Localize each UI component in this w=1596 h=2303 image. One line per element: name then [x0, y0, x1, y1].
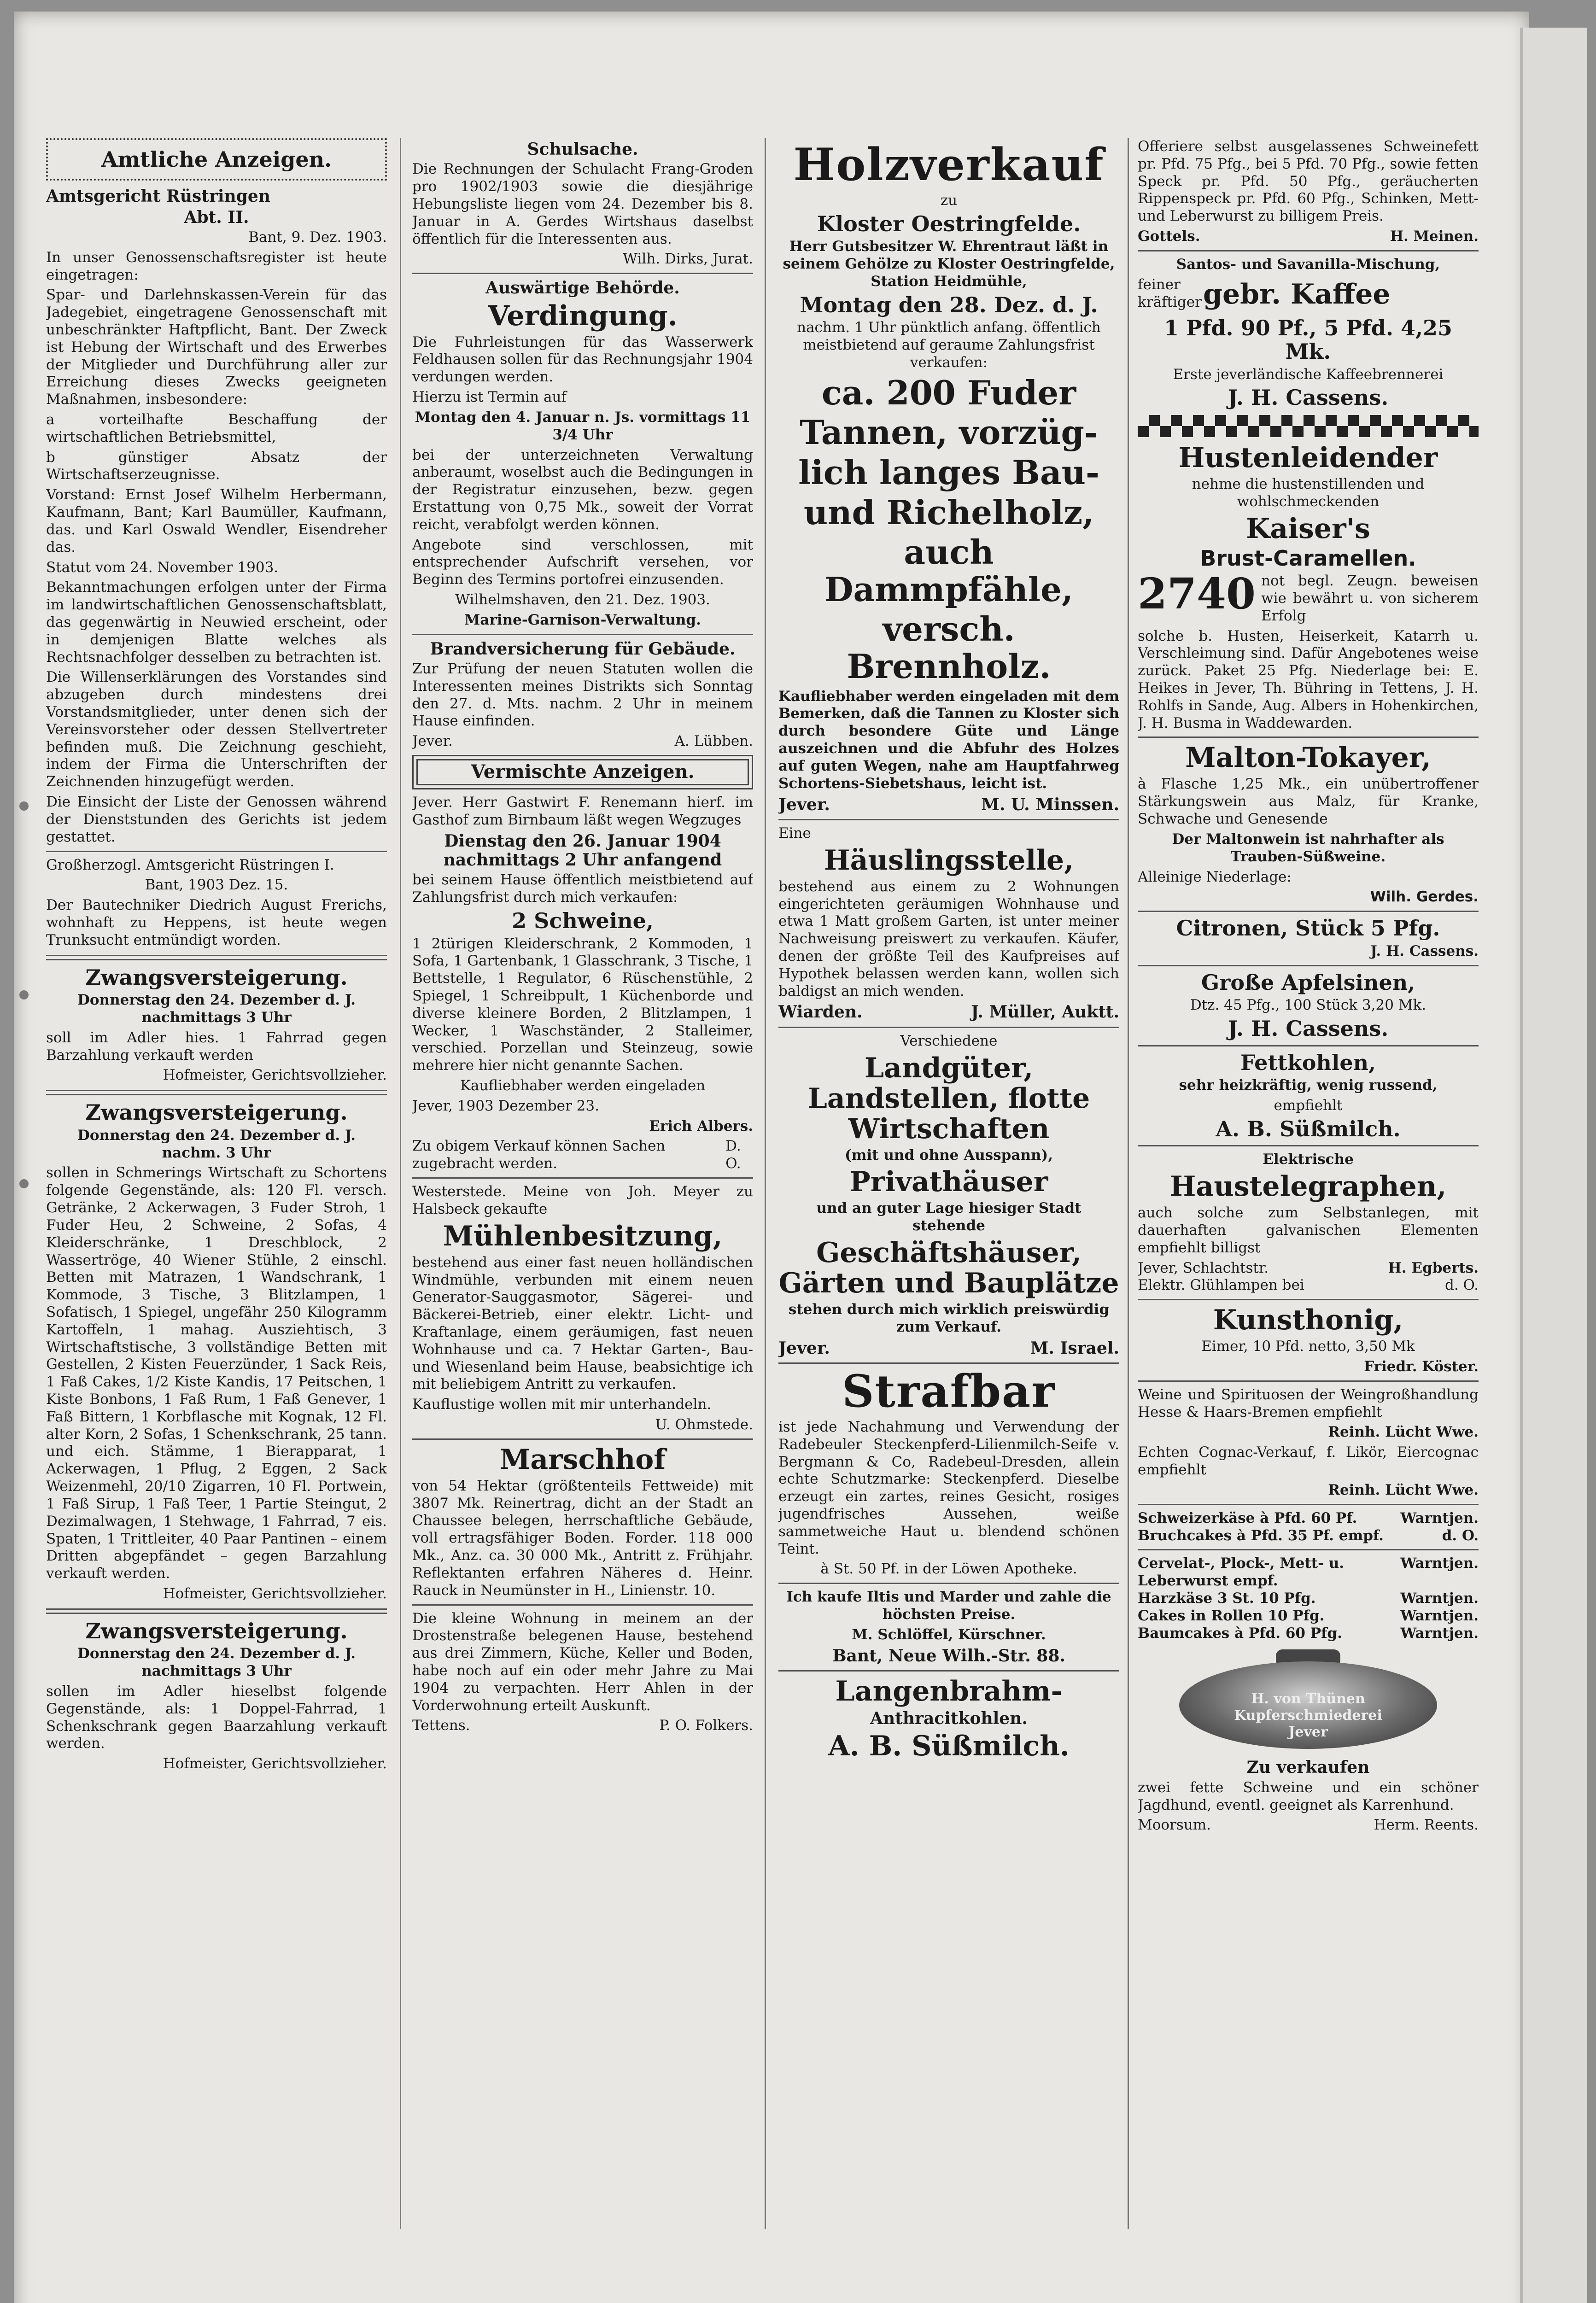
pork-place: Gottels. [1138, 228, 1200, 245]
auction-text: sollen in Schmerings Wirtschaft zu Schortens folgende Gegenstände, als: 120 Fl. versch. Getränke, 2 Ackerwagen, 3 Fuder Stroh, 1 Fuder Heu, 2 Schweine, 2 Sofas, 4 Kleiderschränke, 1 Dreschblock, 2 Wassertröge, 40 Wiener Stühle, 2 einschl. Betten mit Matrazen, 1 Wandschrank, 1 Kommode, 3 Tische, 3 Blitzlampen, 1 Sofatisch, 1 Spiegel, ungefähr 250 Kilogramm Kartoffeln, 1 mahag. Ausziehtisch, 3 Wirtschaftstische, 3 vollständige Betten mit Gestellen, 2 Kisten Feuerzünder, 1 Sack Reis, 1 Faß Cakes, 1/2 Kiste Kandis, 17 Peitschen, 1 Kiste Bonbons, 1 Faß Rum, 1 Faß Genever, 1 Faß Bittern, 1 Korbflasche mit Kognak, 12 Fl. alter Korn, 2 Sofas, 1 Schenkschrank, 25 tann. und eich. Stämme, 1 Bierapparat, 1 Ackerwagen, 1 Pflug, 2 Eggen, 2 Sack Weizenmehl, 20/10 Zigarren, 10 Fl. Portwein, 1 Faß Sirup, 1 Faß Teer, 1 Partie Steingut, 2 Dezimalwagen, 1 Stehwage, 1 Fahrrad, 7 eis. Spaten, 1 Trittleiter, 40 Paar Pantinen – einem Dritten abgepfändet – gegen Barzahlung verkauft werden. [46, 1164, 387, 1582]
register-text: Bekanntmachungen erfolgen unter der Firma im landwirtschaftlichen Genossenschaftsblatt, das gegenwärtig in Neuwied erscheint, oder in demjenigen Blatte welches als Rechtsnachfolger desselben zu betrachten ist. [46, 579, 387, 666]
auction-title: Zwangsversteigerung. [85, 1618, 348, 1643]
wine-text: Weine und Spirituosen der Weingroßhandlung Hesse & Haars-Bremen empfiehlt [1138, 1386, 1479, 1420]
holzverkauf-invite: Kaufliebhaber werden eingeladen mit dem Bemerken, daß die Tannen zu Kloster sich durch besondere Güte und Länge auszeichnen und die Abfuhr des Holzes auf guten Wegen, nahe am Hauptfahrweg Schortens-Siebetshaus, leicht ist. [778, 688, 1119, 792]
sausage-signature: Warntjen. [1400, 1555, 1479, 1572]
divider [412, 634, 753, 635]
authority-title: Auswärtige Behörde. [485, 278, 680, 298]
haus-place: Wiarden. [778, 1002, 863, 1022]
langenbrahm-title: Langenbrahm- [835, 1675, 1063, 1708]
auction-signature: Erich Albers. [649, 1117, 753, 1134]
haus-eine: Eine [778, 824, 811, 842]
telegraph-signature: H. Egberts. [1388, 1259, 1479, 1276]
auction-intro: Jever. Herr Gastwirt F. Renemann hierf. im Gasthof zum Birnbaum läßt wegen Wegzuges [412, 794, 753, 828]
auction-title: Zwangsversteigerung. [85, 964, 348, 990]
divider [412, 1177, 753, 1179]
harz-text: Harzkäse 3 St. 10 Pfg. [1138, 1590, 1316, 1607]
register-text: b günstiger Absatz der Wirtschaftserzeugnisse. [46, 449, 387, 483]
coffee-title: gebr. Kaffee [1203, 278, 1391, 310]
auction-signature: Hofmeister, Gerichtsvollzieher. [163, 1755, 387, 1772]
divider [1138, 1380, 1479, 1382]
holzverkauf-date: Montag den 28. Dez. d. J. [800, 292, 1098, 317]
honey-text: Eimer, 10 Pfd. netto, 3,50 Mk [1201, 1338, 1415, 1355]
auction-pigs: 2 Schweine, [512, 908, 654, 933]
sale-signature: Herm. Reents. [1374, 1817, 1479, 1834]
bulbs-signature: d. O. [1444, 1277, 1479, 1294]
kettle-illustration [1179, 1649, 1437, 1751]
iltis-address: Bant, Neue Wilh.-Str. 88. [832, 1646, 1065, 1666]
divider [1138, 736, 1479, 738]
telegraph-text: auch solche zum Selbstanlegen, mit dauerhaften galvanischen Elementen empfiehlt billigst [1138, 1204, 1479, 1256]
auction-text: bei seinem Hause öffentlich meistbietend auf Zahlungsfrist durch mich verkaufen: [412, 871, 753, 906]
bulbs-text: Elektr. Glühlampen bei [1138, 1277, 1304, 1294]
land-text: und an guter Lage hiesiger Stadt stehende [816, 1200, 1082, 1234]
school-signature: Wilh. Dirks, Jurat. [623, 251, 753, 268]
sausage-row [1138, 1555, 1479, 1590]
cheese-row [1138, 1510, 1479, 1527]
divider [412, 273, 753, 274]
auction-text: sollen im Adler hieselbst folgende Gegenstände, als: 1 Doppel-Fahrrad, 1 Schenkschrank gegen Baarzahlung verkauft werden. [46, 1683, 387, 1752]
auction-date: Donnerstag den 24. Dezember d. J. nachmittags 3 Uhr [77, 992, 356, 1026]
holzverkauf-place: Kloster Oestringfelde. [817, 211, 1081, 236]
column-4 [1138, 138, 1479, 2229]
divider [778, 1583, 1119, 1584]
holzverkauf-line: versch. Brennholz. [847, 609, 1051, 686]
sale-place: Moorsum. [1138, 1817, 1211, 1834]
divider [1138, 250, 1479, 251]
pork-signature: H. Meinen. [1390, 228, 1479, 245]
holzverkauf-intro: Herr Gutsbesitzer W. Ehrentraut läßt in seinem Gehölze zu Kloster Oestringfelde, Station Heidmühle, [783, 238, 1115, 290]
cough-number: 2740 [1138, 569, 1256, 619]
haus-signature: J. Müller, Auktt. [971, 1002, 1119, 1022]
divider [46, 955, 387, 960]
verdingung-signature: Marine-Garnison-Verwaltung. [464, 611, 701, 628]
coal-signature: A. B. Süßmilch. [1216, 1116, 1401, 1141]
coffee-row [1138, 276, 1479, 314]
auction-signature: Hofmeister, Gerichtsvollzieher. [163, 1585, 387, 1602]
cough-sub: nehme die hustenstillenden und wohlschmeckenden [1192, 475, 1425, 510]
coffee-signature: J. H. Cassens. [1228, 385, 1389, 410]
court-dept: Abt. II. [184, 207, 249, 227]
holzverkauf-footer [778, 795, 1119, 814]
bruchcakes-row [1138, 1527, 1479, 1545]
court-name: Amtsgericht Rüstringen [46, 187, 270, 206]
marsch-text: von 54 Hektar (größtenteils Fettweide) mit 3807 Mk. Reinertrag, dicht an der Stadt an Chaussee belegen, herrschaftliche Gebäude, voll ertragsfähiger Boden. Forder. 118 000 Mk., Anz. ca. 30 000 Mk., Antritt z. Frühjahr. Reflektanten erfahren Näheres d. Heinr. Rauck in Neumünster in H., Linienstr. 10. [412, 1477, 753, 1599]
register-text: Die Einsicht der Liste der Genossen während der Dienststunden des Gerichts ist jedem gestattet. [46, 794, 387, 845]
land-pre: Verschiedene [900, 1032, 998, 1049]
court-notice-text: Der Bautechniker Diedrich August Frerichs, wohnhaft zu Heppens, ist heute wegen Trunksucht entmündigt worden. [46, 897, 387, 948]
telegraph-bulbs [1138, 1277, 1479, 1294]
lemon-signature: J. H. Cassens. [1370, 942, 1479, 959]
sale-title: Zu verkaufen [1246, 1758, 1370, 1777]
flat-signature: P. O. Folkers. [659, 1717, 753, 1734]
divider [46, 1608, 387, 1614]
iltis-signature: M. Schlöffel, Kürschner. [852, 1626, 1046, 1643]
malton-dealer: Alleinige Niederlage: [1138, 868, 1292, 885]
holzverkauf-time: nachm. 1 Uhr pünktlich anfang. öffentlich meistbietend auf geraume Zahlungsfrist verkaufen: [797, 319, 1101, 371]
divider [46, 851, 387, 852]
holzverkauf-line: auch Dammpfähle, [824, 532, 1073, 609]
mill-signature: U. Ohmstede. [655, 1416, 753, 1433]
land-place: Jever. [778, 1338, 830, 1358]
cheese-signature: Warntjen. [1400, 1509, 1479, 1526]
telegraph-place: Jever, Schlachtstr. [1138, 1259, 1269, 1276]
flat-text: Die kleine Wohnung in meinem an der Drostenstraße belegenen Hause, bestehend aus drei Zimmern, Küche, Keller und Boden, habe noch auf ein oder mehr Jahre zu Mai 1904 zu verpachten. Herr Ahlen in der Vorderwohnung erteilt Auskunft. [412, 1610, 753, 1714]
land-title: Landgüter, Landstellen, flotte Wirtschaften [807, 1052, 1090, 1145]
notice-date: Bant, 9. Dez. 1903. [248, 228, 387, 245]
pork-text: Offeriere selbst ausgelassenes Schweinefett pr. Pfd. 75 Pfg., bei 5 Pfd. 70 Pfg., sowie fetten Speck pr. Pfd. 50 Pfg., geräucherten Rippenspeck pr. Pfd. 60 Pfg., Schinken, Mett- und Leberwurst zu billigem Preis. [1138, 138, 1479, 225]
auction-invite: Kaufliebhaber werden eingeladen [460, 1077, 706, 1094]
insurance-footer [412, 733, 753, 750]
insurance-title: Brandversicherung für Gebäude. [430, 639, 736, 659]
auction-note-sign: D. O. [725, 1138, 741, 1172]
cognac-signature: Reinh. Lücht Wwe. [1328, 1481, 1479, 1498]
divider [778, 1362, 1119, 1364]
column-rule [1128, 138, 1129, 2229]
haus-footer [778, 1003, 1119, 1022]
register-text: In unser Genossenschaftsregister ist heute eingetragen: [46, 249, 387, 283]
section-header-misc: Vermischte Anzeigen. [412, 755, 753, 789]
mill-text: bestehend aus einer fast neuen holländischen Windmühle, verbunden mit einem neuen Generator-Sauggasmotor, Sägerei- und Bäckerei-Betrieb, einer elektr. Licht- und Kraftanlage, einem geräumigen, fast neuen Wohnhause und ca. 7 Hektar Garten-, Bau- und Wiesenland beim Hause, beabsichtige ich mit beliebigem Antritt zu verkaufen. [412, 1254, 753, 1393]
verdingung-text: Die Fuhrleistungen für das Wasserwerk Feldhausen sollen für das Rechnungsjahr 1904 verdungen werden. [412, 333, 753, 386]
cough-product: Brust-Caramellen. [1200, 545, 1416, 571]
coffee-price: 1 Pfd. 90 Pf., 5 Pfd. 4,25 Mk. [1163, 316, 1453, 364]
binding-hole [19, 1179, 29, 1188]
verdingung-text-2: bei der unterzeichneten Verwaltung anberaumt, woselbst auch die Bedingungen in der Registratur einzusehen, bezw. gegen Erstattung von 0,75 Mk., soweit der Vorrat reicht, verabfolgt werden können. [412, 446, 753, 533]
auction-place: Jever, 1903 Dezember 23. [412, 1097, 599, 1114]
verdingung-title: Verdingung. [488, 299, 678, 332]
column-1 [46, 138, 387, 2229]
marsch-title: Marschhof [499, 1443, 666, 1476]
holzverkauf-line: ca. 200 Fuder [821, 373, 1076, 412]
baumcakes-text: Baumcakes à Pfd. 60 Pfg. [1138, 1625, 1342, 1642]
holzverkauf-line: Tannen, vorzüg- [800, 413, 1098, 452]
roll-signature: Warntjen. [1400, 1607, 1479, 1624]
strafbar-title: Strafbar [842, 1365, 1056, 1418]
cough-title: Hustenleidender [1178, 441, 1438, 474]
page-edge [1520, 28, 1587, 2303]
malton-text: à Flasche 1,25 Mk., ein unübertroffener Stärkungswein aus Malz, für Kranke, Schwache und Genesende [1138, 776, 1479, 828]
flat-place: Tettens. [412, 1717, 470, 1734]
telegraph-pre: Elektrische [1263, 1151, 1354, 1168]
divider [1138, 911, 1479, 912]
bruchcakes-signature: d. O. [1442, 1527, 1479, 1544]
roll-text: Cakes in Rollen 10 Pfg. [1138, 1607, 1325, 1624]
land-text-2: stehen durch mich wirklich preiswürdig zum Verkauf. [788, 1301, 1110, 1335]
mill-invite: Kauflustige wollen mit mir unterhandeln. [412, 1396, 712, 1413]
divider [412, 1604, 753, 1606]
coal-text: sehr heizkräftig, wenig russend, [1179, 1077, 1438, 1094]
cheese-text: Schweizerkäse à Pfd. 60 Pf. [1138, 1509, 1357, 1526]
divider [1138, 965, 1479, 966]
langenbrahm-sub: Anthracitkohlen. [870, 1709, 1028, 1729]
verdingung-place: Wilhelmshaven, den 21. Dez. 1903. [455, 591, 710, 608]
register-text: Statut vom 24. November 1903. [46, 559, 279, 576]
orange-signature: J. H. Cassens. [1228, 1016, 1389, 1041]
holzverkauf-zu: zu [940, 192, 958, 209]
register-text: Die Willenserklärungen des Vorstandes sind abzugeben durch mindestens drei Vorstandsmitglieder, unter denen sich der Vereinsvorsteher oder dessen Stellvertreter befinden muß. Die Zeichnung geschieht, indem der Firma die Unterschriften der Zeichnenden hinzugefügt werden. [46, 669, 387, 790]
auction-note-text: Zu obigem Verkauf können Sachen zugebracht werden. [412, 1138, 666, 1172]
divider [46, 1090, 387, 1095]
haus-text: bestehend aus einem zu 2 Wohnungen eingerichteten geräumigen Wohnhause und etwa 1 Matt großem Garten, ist unter meiner Nachweisung preiswert zu verkaufen. Käufer, denen der größte Teil des Kaufpreises auf Hypothek belassen werden kann, wollen sich baldigst an mich wenden. [778, 878, 1119, 1000]
verdingung-date: Montag den 4. Januar n. Js. vormittags 11 3/4 Uhr [415, 409, 751, 443]
pork-footer [1138, 228, 1479, 245]
holzverkauf-place-2: Jever. [778, 795, 830, 814]
binding-hole [19, 801, 29, 811]
malton-title: Malton-Tokayer, [1185, 742, 1431, 774]
auction-note [412, 1138, 753, 1173]
divider [1138, 1299, 1479, 1300]
divider [1138, 1145, 1479, 1146]
cough-text: solche b. Husten, Heiserkeit, Katarrh u. Verschleimung sind. Dafür Angebotenes weise zurück. Paket 25 Pfg. Niederlage bei: E. Heikes in Jever, Th. Bühring in Tettens, J. H. Rohlfs in Sande, Aug. Albers in Hohenkirchen, J. H. Busma in Waddewarden. [1138, 627, 1479, 731]
holzverkauf-signature: M. U. Minssen. [981, 795, 1119, 814]
iltis-text: Ich kaufe Iltis und Marder und zahle die höchsten Preise. [786, 1589, 1111, 1623]
sausage-text: Cervelat-, Plock-, Mett- u. Leberwurst empf. [1138, 1555, 1345, 1590]
orange-title: Große Apfelsinen, [1201, 970, 1415, 995]
kettle-label-line: H. von Thünen [1251, 1691, 1365, 1707]
divider [1138, 1549, 1479, 1550]
cough-brand: Kaiser's [1246, 512, 1370, 545]
divider [1138, 1504, 1479, 1505]
kettle-label-line: Jever [1288, 1724, 1328, 1741]
verdingung-text-3: Angebote sind verschlossen, mit entsprechender Aufschrift versehen, vor Beginn des Termins portofrei einzusenden. [412, 536, 753, 588]
honey-signature: Friedr. Köster. [1364, 1358, 1479, 1375]
insurance-signature: A. Lübben. [674, 733, 753, 750]
coffee-pre: feiner kräftiger [1138, 276, 1202, 310]
coal-rec: empfiehlt [1274, 1097, 1343, 1114]
malton-text-2: Der Maltonwein ist nahrhafter als Trauben-Süßweine. [1172, 830, 1444, 865]
column-rule [400, 138, 401, 2229]
flat-footer [412, 1717, 753, 1735]
sale-text: zwei fette Schweine und ein schöner Jagdhund, eventl. geeignet als Karrenhund. [1138, 1779, 1479, 1813]
auction-date: Donnerstag den 24. Dezember d. J. nachmittags 3 Uhr [77, 1645, 356, 1680]
divider [778, 1027, 1119, 1028]
auction-text: soll im Adler hies. 1 Fahrrad gegen Barzahlung verkauft werden [46, 1029, 387, 1064]
strafbar-price: à St. 50 Pf. in der Löwen Apotheke. [820, 1561, 1077, 1578]
cough-number-text: not begl. Zeugn. beweisen wie bewährt u. von sicherem Erfolg [1261, 573, 1479, 624]
wine-signature: Reinh. Lücht Wwe. [1328, 1424, 1479, 1441]
auction-signature: Hofmeister, Gerichtsvollzieher. [163, 1067, 387, 1084]
telegraph-title: Haustelegraphen, [1169, 1170, 1447, 1203]
land-business: Geschäftshäuser, Gärten und Bauplätze [778, 1237, 1119, 1300]
holzverkauf-line: und Richelholz, [803, 492, 1094, 532]
auction-title: Zwangsversteigerung. [85, 1100, 348, 1125]
divider [1138, 1045, 1479, 1046]
cognac-text: Echten Cognac-Verkauf, f. Likör, Eiercognac empfiehlt [1138, 1444, 1479, 1479]
land-signature: M. Israel. [1030, 1338, 1119, 1358]
lemon-title: Citronen, Stück 5 Pfg. [1176, 916, 1440, 941]
coffee-head: Santos- und Savanilla-Mischung, [1176, 256, 1440, 273]
auction-items: 1 2türigen Kleiderschrank, 2 Kommoden, 1 Sofa, 1 Gartenbank, 1 Glasschrank, 3 Tische, 1 Bettstelle, 1 Regulator, 6 Rüschenstühle, 2 Spiegel, 1 Schreibpult, 1 Küchenborde und diverse kleinere Borden, 2 Blitzlampen, 1 Wecker, 1 Waschständer, 2 Stalleimer, verschied. Porzellan und Steinzeug, sowie mehrere hier nicht genannte Sachen. [412, 935, 753, 1074]
sale-footer [1138, 1817, 1479, 1834]
harz-row [1138, 1590, 1479, 1607]
roll-row [1138, 1607, 1479, 1625]
bruchcakes-text: Bruchcakes à Pfd. 35 Pf. empf. [1138, 1527, 1384, 1544]
insurance-place: Jever. [412, 733, 453, 750]
kettle-label [1207, 1691, 1409, 1741]
strafbar-text: ist jede Nachahmung und Verwendung der Radebeuler Steckenpferd-Lilienmilch-Seife v. Bergmann & Co, Radebeul-Dresden, allein echte Schutzmarke: Steckenpferd. Dieselbe erzeugt ein zartes, reines Gesicht, rosiges jugendfrisches Aussehen, weiße sammetweiche Haut u. blendend schönen Teint. [778, 1418, 1119, 1557]
divider [412, 1438, 753, 1440]
coffee-sub: Erste jeverländische Kaffeebrennerei [1173, 366, 1444, 383]
binding-hole [19, 990, 29, 1000]
register-text: Vorstand: Ernst Josef Wilhelm Herbermann, Kaufmann, Bant; Karl Baumüller, Kaufmann, das. und Karl Oswald Wendler, Eisendreher das. [46, 486, 387, 555]
school-text: Die Rechnungen der Schulacht Frang-Groden pro 1902/1903 sowie die diesjährige Hebungsliste liegen vom 24. Dezember bis 8. Januar in A. Gerdes Wirtshaus daselbst öffentlich für die Interessenten aus. [412, 161, 753, 247]
honey-title: Kunsthonig, [1213, 1304, 1403, 1337]
land-private: Privathäuser [849, 1166, 1048, 1198]
auction-date: Dienstag den 26. Januar 1904 nachmittags 2 Uhr anfangend [443, 831, 722, 870]
baumcakes-signature: Warntjen. [1400, 1625, 1479, 1642]
mill-intro: Westerstede. Meine von Joh. Meyer zu Halsbeck gekaufte [412, 1183, 753, 1217]
kettle-label-line: Kupferschmiederei [1234, 1707, 1382, 1724]
column-3 [778, 138, 1119, 2229]
land-footer [778, 1339, 1119, 1358]
land-paren: (mit und ohne Ausspann), [845, 1146, 1053, 1163]
register-text: Spar- und Darlehnskassen-Verein für das Jadegebiet, eingetragene Genossenschaft mit unbeschränkter Haftpflicht, Bant. Der Zweck ist Hebung der Wirtschaft und des Erwerbes der Mitglieder und Durchführung aller zur Erreichung dieses Zwecks geeigneten Maßnahmen, insbesondere: [46, 286, 387, 408]
school-title: Schulsache. [527, 140, 638, 159]
orange-text: Dtz. 45 Pfg., 100 Stück 3,20 Mk. [1190, 997, 1426, 1014]
section-header-official: Amtliche Anzeigen. [46, 138, 387, 181]
court-name-2: Großherzogl. Amtsgericht Rüstringen I. [46, 856, 334, 873]
divider [778, 1670, 1119, 1672]
haus-title: Häuslingsstelle, [824, 844, 1074, 877]
insurance-text: Zur Prüfung der neuen Statuten wollen die Interessenten meines Distrikts sich Sonntag den 27. d. Mts. nachm. 2 Uhr in meinem Hause einfinden. [412, 661, 753, 730]
cough-number-row [1138, 569, 1479, 627]
harz-signature: Warntjen. [1400, 1590, 1479, 1607]
telegraph-footer [1138, 1260, 1479, 1277]
holzverkauf-title: Holzverkauf [793, 139, 1105, 191]
mill-title: Mühlenbesitzung, [443, 1220, 723, 1252]
malton-signature: Wilh. Gerdes. [1370, 888, 1479, 906]
holzverkauf-line: lich langes Bau- [798, 452, 1099, 492]
auction-date: Donnerstag den 24. Dezember d. J. nachm. 3 Uhr [77, 1127, 356, 1161]
langenbrahm-signature: A. B. Süßmilch. [828, 1730, 1070, 1763]
baumcakes-row [1138, 1625, 1479, 1642]
verdingung-term: Hierzu ist Termin auf [412, 389, 567, 406]
notice-date-2: Bant, 1903 Dez. 15. [145, 877, 288, 894]
coal-title: Fettkohlen, [1240, 1050, 1376, 1075]
divider [778, 819, 1119, 820]
register-text: a vorteilhafte Beschaffung der wirtschaftlichen Betriebsmittel, [46, 411, 387, 445]
column-2 [412, 138, 753, 2229]
checker-border [1138, 415, 1479, 437]
column-rule [765, 138, 766, 2229]
